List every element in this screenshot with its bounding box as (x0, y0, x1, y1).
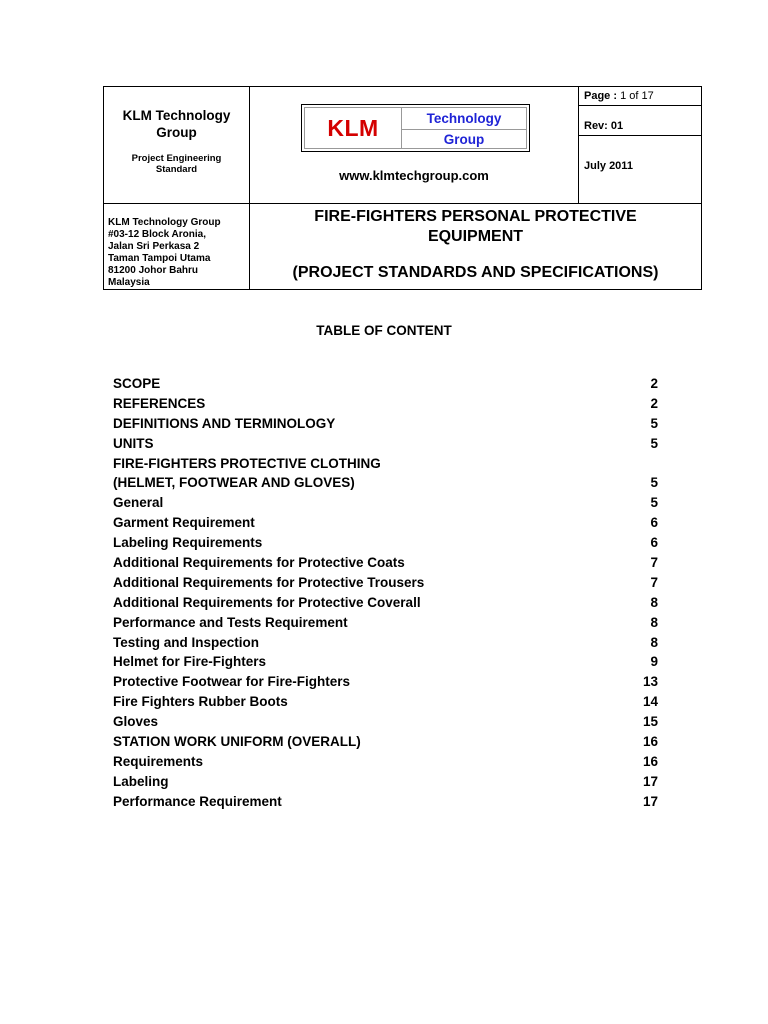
toc-entry-page: 8 (650, 614, 658, 630)
toc-entry-page: 16 (642, 734, 658, 750)
toc-entry-label: Garment Requirement (113, 515, 255, 531)
header-divider-h-rev (578, 135, 701, 136)
document-subtitle: (PROJECT STANDARDS AND SPECIFICATIONS) (292, 264, 659, 281)
toc-entry[interactable] (113, 374, 658, 394)
toc-entry[interactable] (113, 633, 658, 653)
document-title-cell (250, 207, 701, 283)
toc-entry[interactable] (113, 493, 658, 513)
toc-entry-label: (HELMET, FOOTWEAR AND GLOVES) (113, 475, 355, 491)
toc-entry[interactable] (113, 473, 658, 493)
company-address (108, 217, 248, 289)
toc-entry-page: 2 (650, 395, 658, 411)
toc-entry[interactable] (113, 772, 658, 792)
address-line: Taman Tampoi Utama (108, 253, 211, 264)
toc-entry-page: 5 (650, 415, 658, 431)
toc-entry-label: Testing and Inspection (113, 634, 260, 650)
toc-entry-label: Gloves (113, 714, 159, 730)
toc-entry-label: Additional Requirements for Protective Coats (113, 555, 405, 571)
toc-entry-page: 7 (650, 574, 658, 590)
toc-entry-page: 2 (650, 376, 658, 391)
toc-entry-page: 16 (642, 753, 658, 769)
toc-entry-label: STATION WORK UNIFORM (OVERALL) (113, 734, 361, 750)
company-name: KLM Technology Group (122, 108, 231, 140)
klm-logo (301, 104, 530, 152)
toc-entry-page: 5 (650, 475, 658, 491)
toc-entry-label: Protective Footwear for Fire-Fighters (113, 674, 351, 690)
toc-entry-label: Performance Requirement (113, 793, 282, 809)
logo-group-text: Group (443, 131, 485, 147)
address-line: 81200 Johor Bahru (108, 265, 199, 276)
toc-entry-label: UNITS (113, 435, 154, 451)
toc-entry-label: SCOPE (113, 376, 161, 391)
toc-entry[interactable] (113, 553, 658, 573)
toc-entry-page: 6 (650, 535, 658, 551)
document-title-line2: EQUIPMENT (427, 228, 524, 245)
toc-entry[interactable] (113, 613, 658, 633)
page-label: Page : (584, 90, 618, 102)
toc-entry-label: Additional Requirements for Protective Coverall (113, 594, 421, 610)
toc-entry[interactable] (113, 732, 658, 752)
standard-type-line2: Standard (155, 164, 198, 175)
toc-entry[interactable] (113, 752, 658, 772)
toc-entry-page: 17 (642, 773, 658, 789)
toc-entry-label: REFERENCES (113, 395, 206, 411)
issue-date: July 2011 (584, 160, 633, 172)
address-line: Jalan Sri Perkasa 2 (108, 241, 200, 252)
company-cell (104, 107, 249, 175)
toc-entry-page: 8 (650, 634, 658, 650)
toc-entry-page: 6 (650, 515, 658, 531)
standard-type-line1: Project Engineering (131, 153, 222, 164)
toc-entry-label: Fire Fighters Rubber Boots (113, 694, 288, 710)
toc-entry-page: 17 (642, 793, 658, 809)
toc-entry-label: Performance and Tests Requirement (113, 614, 348, 630)
toc-entry-label: Additional Requirements for Protective Trousers (113, 574, 425, 590)
toc-entry[interactable] (113, 414, 658, 434)
logo-technology-text: Technology (426, 111, 502, 126)
toc-entry-page: 5 (650, 435, 658, 451)
toc-entry[interactable] (113, 533, 658, 553)
revision-label: Rev: 01 (584, 120, 624, 132)
toc-entry-label: General (113, 495, 164, 511)
toc-entry-page: 14 (642, 694, 658, 710)
toc-entry-page: 15 (642, 714, 658, 730)
toc-entry-label: Requirements (113, 753, 204, 769)
address-line: KLM Technology Group (108, 217, 221, 228)
toc-entry[interactable] (113, 672, 658, 692)
header-divider-h-main (104, 203, 701, 204)
toc-entry-label: Labeling Requirements (113, 535, 263, 551)
toc-heading: TABLE OF CONTENT (316, 323, 452, 338)
document-header-table (103, 86, 702, 290)
toc-entry[interactable] (113, 712, 658, 732)
header-divider-h-page (578, 105, 701, 106)
toc-entry[interactable] (113, 454, 658, 474)
toc-entry[interactable] (113, 792, 658, 812)
toc-entry-label: Helmet for Fire-Fighters (113, 654, 267, 670)
website-url: www.klmtechgroup.com (339, 168, 489, 183)
address-line: Malaysia (108, 277, 150, 288)
toc-entry[interactable] (113, 593, 658, 613)
toc-entry[interactable] (113, 692, 658, 712)
toc-entry-page: 13 (642, 674, 658, 690)
toc-entry[interactable] (113, 513, 658, 533)
toc-entry-page: 5 (650, 495, 658, 511)
toc-entry-page: 9 (650, 654, 658, 670)
toc-entry[interactable] (113, 573, 658, 593)
document-title-line1: FIRE-FIGHTERS PERSONAL PROTECTIVE (314, 208, 637, 225)
toc-entry-label: FIRE-FIGHTERS PROTECTIVE CLOTHING (113, 455, 381, 471)
toc-entry-label: Labeling (113, 773, 169, 789)
logo-cell (250, 87, 578, 203)
toc-entry-page: 7 (650, 555, 658, 571)
toc-entry[interactable] (113, 434, 658, 454)
toc-entry-label: DEFINITIONS AND TERMINOLOGY (113, 415, 336, 431)
table-of-contents (113, 374, 658, 812)
page-value: 1 of 17 (620, 90, 654, 102)
toc-entry[interactable] (113, 652, 658, 672)
logo-klm-text: KLM (327, 114, 379, 141)
page-number-cell (584, 90, 654, 102)
toc-entry[interactable] (113, 394, 658, 414)
address-line: #03-12 Block Aronia, (108, 229, 207, 240)
toc-entry-page: 8 (650, 594, 658, 610)
